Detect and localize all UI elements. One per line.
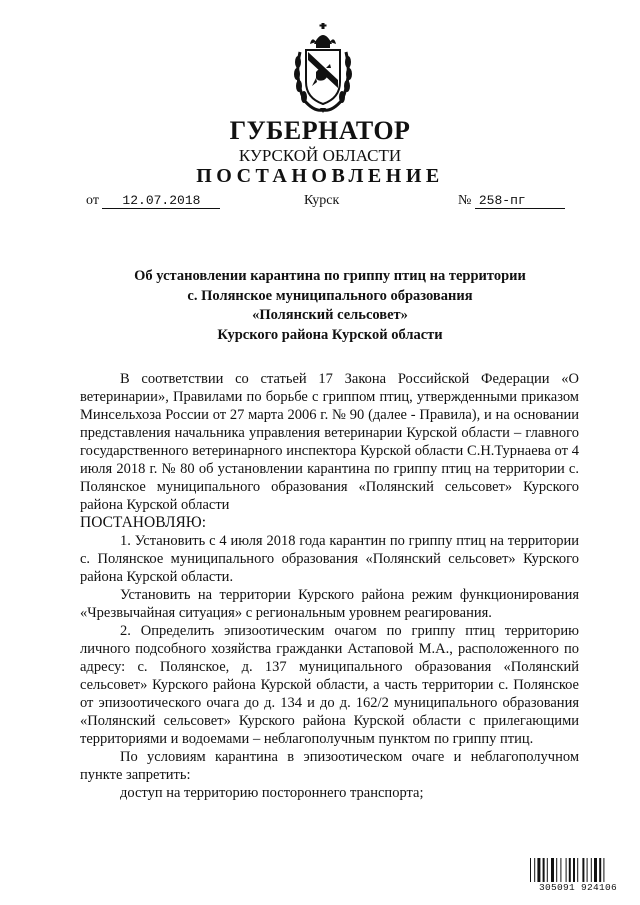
barcode-number: 305091 924106: [528, 882, 628, 893]
subject-line: с. Полянское муниципального образования: [187, 287, 473, 304]
subject-line: Об установлении карантина по гриппу птиц на территории: [134, 268, 526, 284]
document-date: 12.07.2018: [102, 194, 220, 209]
document-type: ПОСТАНОВЛЕНИЕ: [196, 165, 444, 187]
coat-of-arms-emblem: [290, 22, 356, 114]
number-label: №: [458, 193, 472, 208]
city-name: Курск: [304, 193, 340, 208]
quarantine-conditions-paragraph: По условиям карантина в эпизоотическом очаге и неблагополучном пункте запретить:: [80, 749, 579, 783]
subject-line: «Полянский сельсовет»: [252, 307, 408, 323]
document-body: [80, 370, 579, 802]
region-name: КУРСКОЙ ОБЛАСТИ: [238, 146, 402, 165]
resolve-heading: ПОСТАНОВЛЯЮ:: [80, 514, 207, 531]
document-title: ГУБЕРНАТОР: [229, 116, 411, 145]
date-label: от: [86, 193, 99, 208]
prohibition-item: доступ на территорию постороннего транспорта;: [120, 785, 424, 801]
document-subject: [60, 267, 600, 345]
document-number: 258-пг: [475, 194, 565, 209]
subject-line: Курского района Курской области: [217, 326, 443, 343]
date-line: [86, 193, 220, 209]
number-line: [458, 193, 565, 209]
clause-1-paragraph: 1. Установить с 4 июля 2018 года карантин по гриппу птиц на территории с. Полянское муниципального образования «Полянский сельсовет» Курского района Курской области.: [80, 533, 579, 585]
emergency-regime-paragraph: Установить на территории Курского района режим функционирования «Чрезвычайная ситуация» с региональным уровнем реагирования.: [80, 587, 579, 621]
preamble-paragraph: В соответствии со статьей 17 Закона Российской Федерации «О ветеринарии», Правилами по борьбе с гриппом птиц, утвержденными приказом Минсельхоза России от 27 марта 2006 г. № 90 (далее - Правила), и на основании представления начальника управления ветеринарии Курской области – главного государственного ветеринарного инспектора Курской области С.Н.Турнаева от 4 июля 2018 г. № 80 об установлении карантина по гриппу птиц на территории с. Полянское муниципального образования «Полянский сельсовет» Курского района Курской области: [80, 371, 579, 513]
clause-2-paragraph: 2. Определить эпизоотическим очагом по гриппу птиц территорию личного подсобного хозяйства гражданки Астаповой М.А., расположенного по адресу: с. Полянское, д. 137 муниципального образования «Полянский сельсовет» Курского района Курской области, а часть территории с. Полянское от эпизоотического очага до д. 134 и до д. 162/2 муниципального образования «Полянский сельсовет» Курского района Курской области с прилегающими территориями и водоемами – неблагополучным пунктом по гриппу птиц.: [80, 623, 579, 747]
